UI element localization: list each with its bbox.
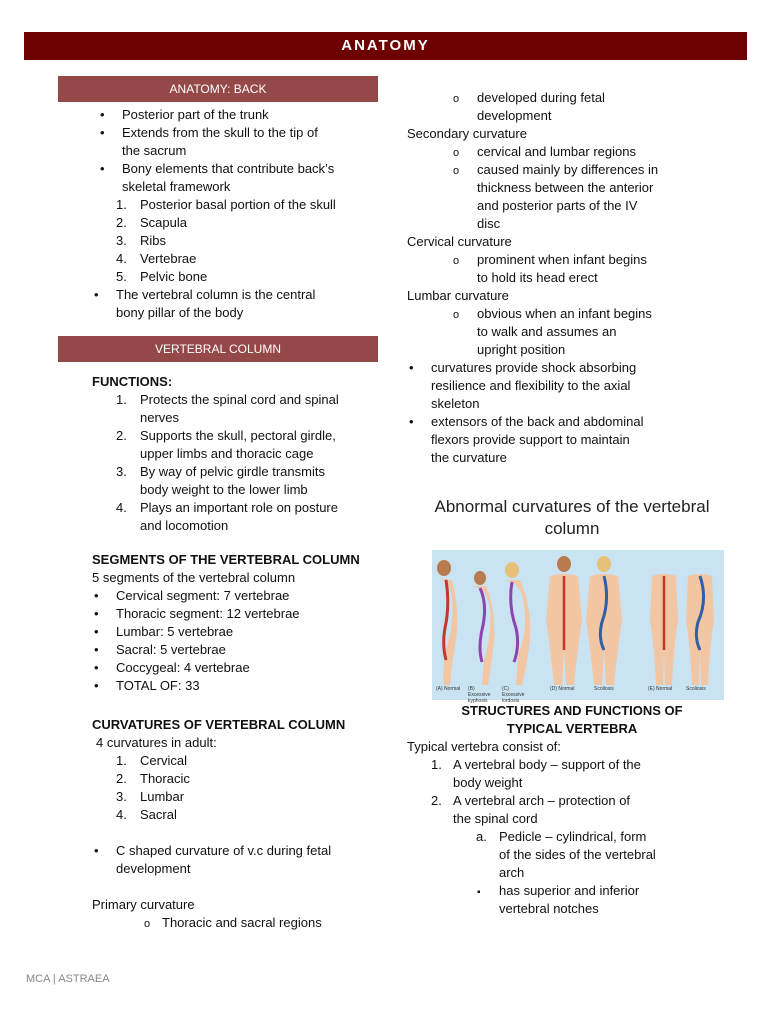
- list-item-cont: vertebral notches: [499, 901, 599, 916]
- list-item-cont: skeletal framework: [122, 179, 231, 194]
- figure-label: Scoliosis: [686, 686, 706, 692]
- circle-bullet-icon: [144, 914, 150, 933]
- bullet-icon: [409, 413, 414, 431]
- list-item-cont: to hold its head erect: [477, 270, 598, 285]
- figure-label: (D) Normal: [550, 686, 575, 692]
- list-item: 1. A vertebral body – support of the: [431, 757, 641, 772]
- list-item-cont: development: [477, 108, 552, 123]
- back-list: [92, 106, 392, 322]
- structures-heading: STRUCTURES AND FUNCTIONS OF TYPICAL VERTEBRA: [461, 703, 683, 736]
- list-item-cont: development: [116, 861, 191, 876]
- list-item-cont: bony pillar of the body: [116, 305, 244, 320]
- segments-intro: 5 segments of the vertebral column: [92, 570, 296, 585]
- abnormal-curvatures-figure: [432, 550, 724, 704]
- list-item: o prominent when infant begins: [407, 251, 737, 269]
- list-item-cont: upper limbs and thoracic cage: [140, 446, 314, 461]
- list-item-cont: and posterior parts of the IV: [477, 198, 638, 213]
- list-item: • curvatures provide shock absorbing: [407, 359, 737, 377]
- figure-back-scoliosis-1: [586, 556, 622, 685]
- list-item-cont: arch: [499, 865, 525, 880]
- list-item: • Thoracic segment: 12 vertebrae: [92, 605, 392, 623]
- list-item-cont: nerves: [140, 410, 180, 425]
- list-item: • extensors of the back and abdominal: [407, 413, 737, 431]
- figure-back-normal-2: [650, 574, 678, 685]
- circle-bullet-icon: [453, 161, 459, 180]
- bullet-icon: [94, 641, 99, 659]
- functions-block: [92, 373, 392, 535]
- bullet-icon: [94, 623, 99, 641]
- list-item: • Bony elements that contribute back’s: [92, 160, 392, 178]
- section-header-vertebral-column: VERTEBRAL COLUMN: [58, 336, 378, 362]
- figure-caption-row: [432, 686, 724, 704]
- list-item: • Posterior part of the trunk: [92, 106, 392, 124]
- list-item: 5. Pelvic bone: [116, 269, 208, 284]
- list-item-cont: body weight to the lower limb: [140, 482, 308, 497]
- curvature-details: [407, 89, 737, 467]
- list-item: 3. By way of pelvic girdle transmits: [116, 464, 325, 479]
- bullet-icon: [409, 359, 414, 377]
- list-item: o caused mainly by differences in: [407, 161, 737, 179]
- bullet-icon: [100, 160, 105, 178]
- bullet-icon: [94, 677, 99, 695]
- figure-label: (E) Normal: [648, 686, 673, 692]
- list-item: • Sacral: 5 vertebrae: [92, 641, 392, 659]
- figure-label: Scoliosis: [594, 686, 614, 692]
- circle-bullet-icon: [453, 251, 459, 270]
- cervical-curvature-label: Cervical curvature: [407, 234, 512, 249]
- square-bullet-icon: [477, 882, 481, 902]
- list-item: ▪ has superior and inferior: [407, 882, 737, 900]
- list-item-cont: of the sides of the vertebral: [499, 847, 656, 862]
- figure-side-kyphosis: [472, 571, 494, 685]
- functions-heading: FUNCTIONS:: [92, 374, 173, 389]
- list-item: a. Pedicle – cylindrical, form: [476, 829, 647, 844]
- page-footer: MCA | ASTRAEA: [26, 973, 110, 985]
- list-item: • Extends from the skull to the tip of: [92, 124, 392, 142]
- list-item-cont: skeleton: [431, 396, 480, 411]
- figure-title: Abnormal curvatures of the vertebral column: [434, 497, 710, 538]
- list-item-cont: thickness between the anterior: [477, 180, 654, 195]
- list-item: o Thoracic and sacral regions: [92, 914, 392, 932]
- bullet-icon: [94, 659, 99, 677]
- list-item-cont: resilience and flexibility to the axial: [431, 378, 631, 393]
- list-item: 4. Sacral: [116, 807, 177, 822]
- circle-bullet-icon: [453, 89, 459, 108]
- lumbar-curvature-label: Lumbar curvature: [407, 288, 509, 303]
- list-item: 2. Thoracic: [116, 771, 190, 786]
- list-item: 2. A vertebral arch – protection of: [431, 793, 631, 808]
- figure-side-normal: [437, 560, 457, 685]
- list-item-cont: the spinal cord: [453, 811, 538, 826]
- list-item-cont: disc: [477, 216, 501, 231]
- list-item-cont: upright position: [477, 342, 566, 357]
- list-item: 4. Plays an important role on posture: [116, 500, 338, 515]
- list-item: 1. Cervical: [116, 753, 187, 768]
- list-item-cont: body weight: [453, 775, 523, 790]
- figure-label: (C) Excessive lordosis: [502, 686, 525, 704]
- structures-intro: Typical vertebra consist of:: [407, 739, 561, 754]
- bullet-icon: [94, 587, 99, 605]
- bullet-icon: [94, 842, 99, 860]
- list-item-cont: the curvature: [431, 450, 507, 465]
- list-item-cont: the sacrum: [122, 143, 187, 158]
- list-item: o cervical and lumbar regions: [407, 143, 737, 161]
- list-item: • Coccygeal: 4 vertebrae: [92, 659, 392, 677]
- curvatures-intro: 4 curvatures in adult:: [96, 735, 217, 750]
- list-item: 4. Vertebrae: [116, 251, 197, 266]
- list-item: • TOTAL OF: 33: [92, 677, 392, 695]
- circle-bullet-icon: [453, 305, 459, 324]
- segments-block: [92, 551, 392, 695]
- curvatures-block: [92, 716, 392, 932]
- list-item: • The vertebral column is the central: [92, 286, 392, 304]
- list-item: 1. Protects the spinal cord and spinal: [116, 392, 339, 407]
- list-item-cont: and locomotion: [140, 518, 229, 533]
- section-header-anatomy-back: ANATOMY: BACK: [58, 76, 378, 102]
- structures-block: [407, 702, 737, 918]
- spine-illustration: [432, 550, 724, 700]
- list-item-cont: flexors provide support to maintain: [431, 432, 630, 447]
- figure-label: (B) Excessive kyphosis: [468, 686, 491, 704]
- figure-label: (A) Normal: [436, 686, 461, 692]
- list-item: • Cervical segment: 7 vertebrae: [92, 587, 392, 605]
- bullet-icon: [100, 124, 105, 142]
- list-item: 1. Posterior basal portion of the skull: [116, 197, 336, 212]
- list-item: • C shaped curvature of v.c during fetal: [92, 842, 392, 860]
- curvatures-heading: CURVATURES OF VERTEBRAL COLUMN: [92, 717, 346, 732]
- page-banner: ANATOMY: [24, 32, 747, 60]
- list-item: o obvious when an infant begins: [407, 305, 737, 323]
- bullet-icon: [94, 605, 99, 623]
- segments-heading: SEGMENTS OF THE VERTEBRAL COLUMN: [92, 552, 360, 567]
- list-item: 2. Supports the skull, pectoral girdle,: [116, 428, 336, 443]
- list-item: 3. Lumbar: [116, 789, 185, 804]
- figure-side-lordosis: [504, 562, 530, 685]
- figure-back-normal-1: [546, 556, 582, 685]
- primary-curvature-label: Primary curvature: [92, 897, 195, 912]
- list-item: • Lumbar: 5 vertebrae: [92, 623, 392, 641]
- list-item: 2. Scapula: [116, 215, 187, 230]
- figure-back-scoliosis-2: [686, 574, 714, 685]
- list-item: 3. Ribs: [116, 233, 167, 248]
- bullet-icon: [100, 106, 105, 124]
- list-item-cont: to walk and assumes an: [477, 324, 617, 339]
- bullet-icon: [94, 286, 99, 304]
- circle-bullet-icon: [453, 143, 459, 162]
- list-item: o developed during fetal: [407, 89, 737, 107]
- secondary-curvature-label: Secondary curvature: [407, 126, 527, 141]
